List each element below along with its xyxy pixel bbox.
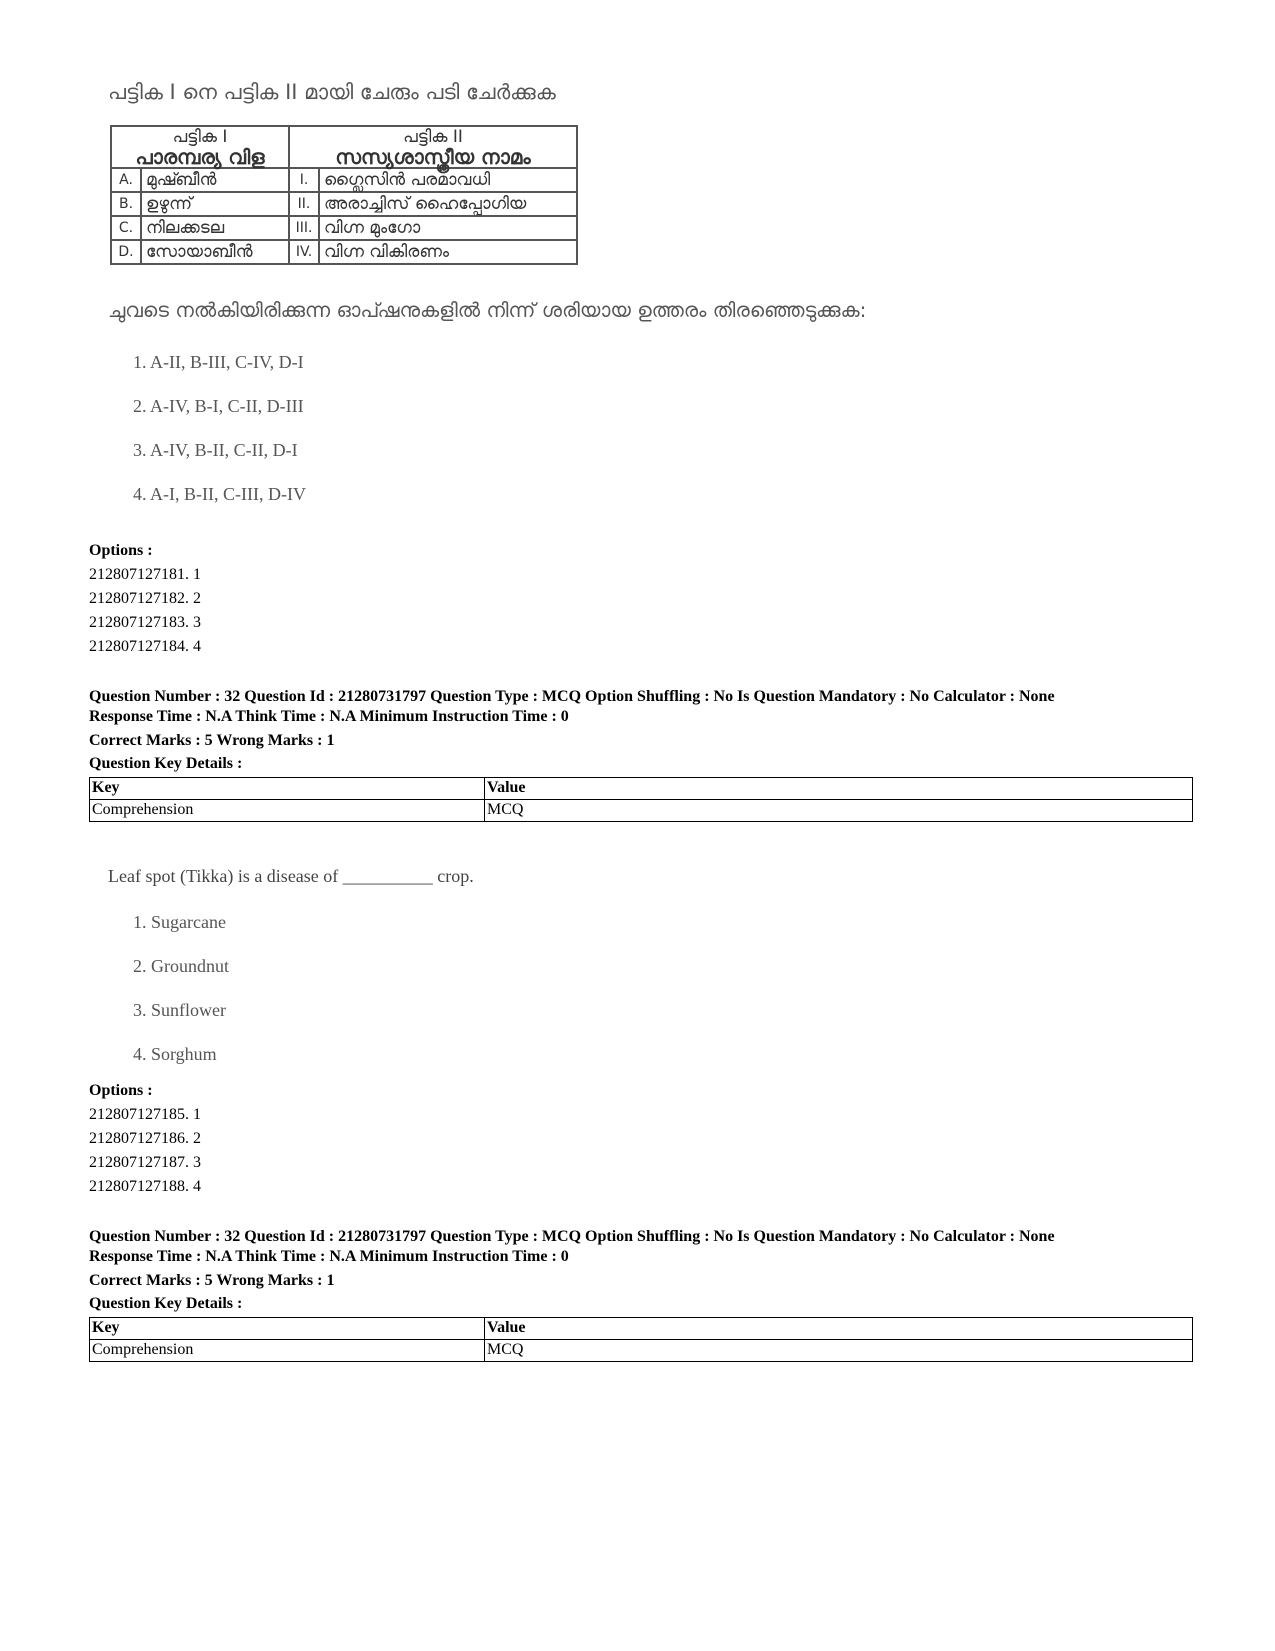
match-row-label-2: I.: [289, 168, 319, 192]
key-header: Key: [90, 1318, 485, 1340]
match-row-botanical: വിഗ്ന വികിരണം: [319, 240, 577, 264]
meta1-key-details: Question Key Details :: [89, 755, 243, 772]
q2-option-1: 212807127185. 1: [89, 1106, 201, 1123]
q1-prompt: ചുവടെ നൽകിയിരിക്കുന്ന ഓപ്ഷനുകളിൽ നിന്ന് ശരിയായ ഉത്തരം തിരഞ്ഞെടുക്കുക:: [108, 298, 867, 322]
match-col1-header: [111, 126, 289, 168]
q2-options-label: Options :: [89, 1082, 153, 1099]
value-header: Value: [485, 778, 1193, 800]
q2-option-3: 212807127187. 3: [89, 1154, 201, 1171]
q2-choice-1: 1. Sugarcane: [133, 912, 226, 932]
q1-option-3: 212807127183. 3: [89, 614, 201, 631]
value-header: Value: [485, 1318, 1193, 1340]
match-row-label-1: D.: [111, 240, 141, 264]
meta2-key-details: Question Key Details :: [89, 1295, 243, 1312]
match-row: [111, 192, 577, 216]
key-cell: Comprehension: [90, 800, 485, 822]
match-row: [111, 240, 577, 264]
q1-instruction: പട്ടിക I നെ പട്ടിക II മായി ചേരും പടി ചേർക്കുക: [108, 80, 556, 104]
q1-choice-3: 3. A-IV, B-II, C-II, D-I: [133, 440, 298, 460]
match-row-label-2: III.: [289, 216, 319, 240]
match-row: [111, 216, 577, 240]
match-row-label-1: A.: [111, 168, 141, 192]
key-table-header: [90, 1318, 1193, 1340]
q2-choice-3: 3. Sunflower: [133, 1000, 226, 1020]
q1-choice-4: 4. A-I, B-II, C-III, D-IV: [133, 484, 306, 504]
meta1-key-table: [89, 777, 1193, 822]
match-col2-header: [289, 126, 577, 168]
meta2-marks: Correct Marks : 5 Wrong Marks : 1: [89, 1272, 335, 1289]
meta2-line2: Response Time : N.A Think Time : N.A Minimum Instruction Time : 0: [89, 1248, 569, 1265]
q1-options-label: Options :: [89, 542, 153, 559]
q1-option-2: 212807127182. 2: [89, 590, 201, 607]
match-row-botanical: വിഗ്ന മുംഗോ: [319, 216, 577, 240]
match-row-crop: സോയാബീൻ: [141, 240, 289, 264]
match-row: [111, 168, 577, 192]
meta1-line1: Question Number : 32 Question Id : 21280731797 Question Type : MCQ Option Shuffling : No Is Question Mandatory : No Calculator : None: [89, 688, 1055, 705]
q1-choice-1: 1. A-II, B-III, C-IV, D-I: [133, 352, 304, 372]
q2-option-4: 212807127188. 4: [89, 1178, 201, 1195]
match-row-crop: നിലക്കടല: [141, 216, 289, 240]
q2-choice-2: 2. Groundnut: [133, 956, 229, 976]
match-row-label-2: II.: [289, 192, 319, 216]
q2-option-2: 212807127186. 2: [89, 1130, 201, 1147]
q2-choice-4: 4. Sorghum: [133, 1044, 217, 1064]
key-cell: Comprehension: [90, 1340, 485, 1362]
match-row-label-2: IV.: [289, 240, 319, 264]
match-row-label-1: C.: [111, 216, 141, 240]
match-row-crop: മുഷ്ബീൻ: [141, 168, 289, 192]
q1-choice-2: 2. A-IV, B-I, C-II, D-III: [133, 396, 304, 416]
meta2-key-table: [89, 1317, 1193, 1362]
match-col2-title: പട്ടിക II: [403, 127, 463, 147]
meta1-line2: Response Time : N.A Think Time : N.A Minimum Instruction Time : 0: [89, 708, 569, 725]
match-col1-subtitle: പാരമ്പര്യ വിള: [135, 145, 265, 169]
match-table-header: [111, 126, 577, 168]
meta1-marks: Correct Marks : 5 Wrong Marks : 1: [89, 732, 335, 749]
q1-option-4: 212807127184. 4: [89, 638, 201, 655]
q1-option-1: 212807127181. 1: [89, 566, 201, 583]
key-header: Key: [90, 778, 485, 800]
match-row-botanical: അരാച്ചിസ് ഹൈപ്പോഗിയ: [319, 192, 577, 216]
value-cell: MCQ: [485, 1340, 1193, 1362]
match-row-label-1: B.: [111, 192, 141, 216]
key-table-row: [90, 800, 1193, 822]
match-row-crop: ഉഴുന്ന്: [141, 192, 289, 216]
q2-stem: Leaf spot (Tikka) is a disease of __________ crop.: [108, 866, 474, 886]
match-col2-subtitle: സസ്യശാസ്ത്രീയ നാമം: [335, 145, 531, 169]
key-table-row: [90, 1340, 1193, 1362]
meta2-line1: Question Number : 32 Question Id : 21280731797 Question Type : MCQ Option Shuffling : No Is Question Mandatory : No Calculator : None: [89, 1228, 1055, 1245]
key-table-header: [90, 778, 1193, 800]
match-row-botanical: ഗ്ലൈസിൻ പരമാവധി: [319, 168, 577, 192]
value-cell: MCQ: [485, 800, 1193, 822]
match-col1-title: പട്ടിക I: [172, 127, 228, 147]
match-table: [110, 125, 578, 265]
